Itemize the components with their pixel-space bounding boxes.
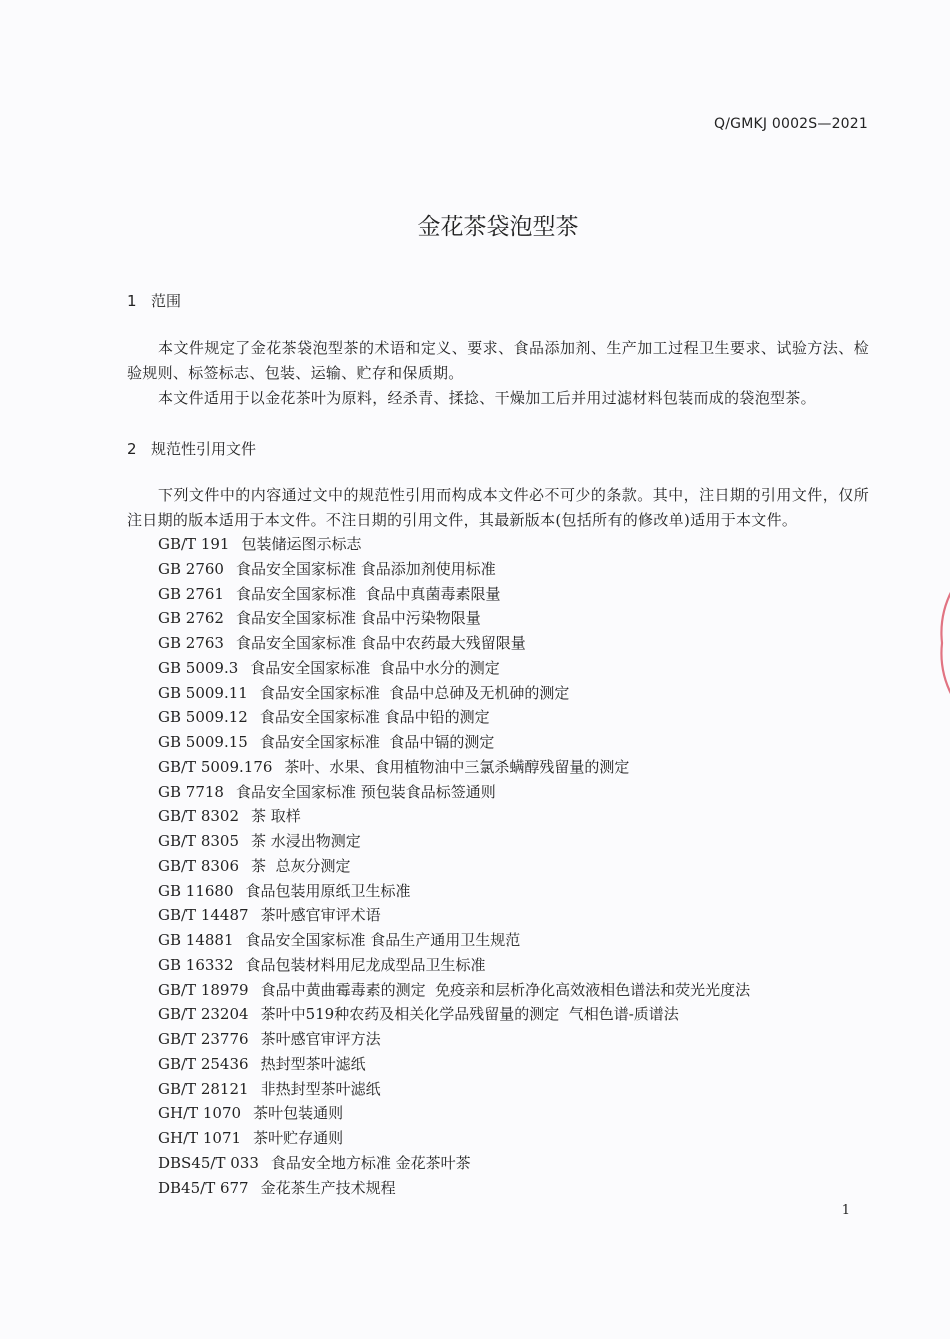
reference-title: 茶叶贮存通则: [253, 1129, 344, 1147]
reference-title: 食品包装用原纸卫生标准: [245, 881, 411, 900]
reference-item: [158, 953, 750, 978]
reference-item: [158, 903, 750, 928]
reference-item: [158, 978, 750, 1003]
reference-title: 茶叶包装通则: [253, 1104, 344, 1123]
reference-item: [158, 804, 750, 829]
reference-title: 茶 总灰分测定: [251, 856, 351, 875]
reference-code: GB 5009.11: [158, 683, 248, 702]
section-title: 范围: [151, 292, 182, 310]
document-code: Q/GMKJ 0002S—2021: [714, 116, 868, 132]
reference-item: [158, 755, 750, 780]
reference-title: 食品安全国家标准 食品中镉的测定: [259, 733, 495, 751]
reference-item: [158, 1126, 750, 1151]
section-heading-references: [127, 438, 256, 459]
reference-list: [158, 532, 750, 1200]
reference-item: [158, 854, 750, 879]
reference-title: 茶 取样: [251, 807, 301, 826]
reference-item: [158, 879, 750, 904]
reference-title: 食品包装材料用尼龙成型品卫生标准: [245, 955, 486, 974]
reference-title: 食品安全国家标准 预包装食品标签通则: [235, 782, 496, 801]
section-title: 规范性引用文件: [151, 440, 257, 458]
reference-code: GB 16332: [158, 955, 234, 974]
reference-code: DB45/T 677: [158, 1178, 249, 1197]
reference-title: 食品中黄曲霉毒素的测定 免疫亲和层析净化高效液相色谱法和荧光光度法: [260, 980, 751, 999]
scope-paragraph-1: 本文件规定了金花茶袋泡型茶的术语和定义、要求、食品添加剂、生产加工过程卫生要求、试验方法、检验规则、标签标志、包装、运输、贮存和保质期。: [127, 339, 869, 382]
reference-code: GB/T 23776: [158, 1030, 249, 1048]
reference-item: [158, 631, 750, 656]
reference-code: GB/T 8306: [158, 856, 240, 875]
reference-code: GB 5009.12: [158, 708, 248, 727]
reference-code: GB 2760: [158, 559, 224, 578]
reference-code: GB/T 28121: [158, 1079, 249, 1098]
document-title: 金花茶袋泡型茶: [417, 214, 579, 240]
reference-item: [158, 557, 750, 582]
red-seal-stamp-fragment: [912, 548, 950, 738]
reference-code: GB/T 191: [158, 535, 230, 553]
reference-item: [158, 780, 750, 805]
reference-item: [158, 1101, 750, 1126]
reference-title: 茶 水浸出物测定: [251, 832, 361, 850]
reference-code: GB 2763: [158, 634, 224, 652]
reference-code: GB 14881: [158, 931, 234, 949]
reference-item: [158, 1151, 750, 1176]
reference-title: 茶叶中519种农药及相关化学品残留量的测定 气相色谱-质谱法: [260, 1005, 679, 1024]
reference-title: 非热封型茶叶滤纸: [260, 1079, 381, 1098]
reference-code: GB/T 8305: [158, 832, 240, 850]
reference-item: [158, 1002, 750, 1027]
reference-item: [158, 532, 750, 557]
reference-item: [158, 705, 750, 730]
reference-item: [158, 1027, 750, 1052]
reference-code: GB 5009.3: [158, 658, 239, 677]
reference-item: [158, 656, 750, 681]
reference-item: [158, 1077, 750, 1102]
reference-title: 热封型茶叶滤纸: [260, 1054, 366, 1073]
references-intro-paragraph: 下列文件中的内容通过文中的规范性引用而构成本文件必不可少的条款。其中，注日期的引用文件，仅所注日期的版本适用于本文件。不注日期的引用文件，其最新版本(包括所有的修改单)适用于本文件。: [127, 486, 869, 529]
section-number: 1: [127, 292, 137, 310]
reference-code: GB 5009.15: [158, 733, 248, 751]
reference-title: 茶叶感官审评术语: [260, 906, 381, 925]
reference-title: 食品安全国家标准 食品中污染物限量: [235, 609, 481, 628]
reference-code: GB/T 23204: [158, 1005, 249, 1024]
reference-title: 食品安全国家标准 食品中水分的测定: [250, 658, 500, 677]
reference-code: GB 2761: [158, 584, 224, 603]
reference-title: 包装储运图示标志: [241, 535, 362, 553]
reference-code: GB/T 8302: [158, 807, 240, 826]
reference-code: GB/T 25436: [158, 1054, 249, 1073]
reference-title: 食品安全地方标准 金花茶叶茶: [270, 1153, 471, 1172]
reference-item: [158, 829, 750, 854]
reference-title: 茶叶感官审评方法: [260, 1030, 381, 1048]
reference-item: [158, 681, 750, 706]
reference-item: [158, 730, 750, 755]
scope-paragraph-2: 本文件适用于以金花茶叶为原料，经杀青、揉捻、干燥加工后并用过滤材料包装而成的袋泡型茶。: [158, 389, 816, 407]
section-heading-scope: [127, 290, 181, 311]
reference-code: GB 11680: [158, 881, 234, 900]
reference-code: GH/T 1071: [158, 1129, 242, 1147]
reference-item: [158, 606, 750, 631]
section-number: 2: [127, 440, 137, 458]
reference-code: GB 2762: [158, 609, 224, 628]
reference-code: GB 7718: [158, 782, 224, 801]
reference-title: 食品安全国家标准 食品中总砷及无机砷的测定: [259, 683, 570, 702]
reference-code: GH/T 1070: [158, 1104, 242, 1123]
reference-item: [158, 928, 750, 953]
reference-title: 茶叶、水果、食用植物油中三氯杀螨醇残留量的测定: [284, 757, 630, 776]
reference-title: 食品安全国家标准 食品中真菌毒素限量: [235, 584, 501, 603]
reference-item: [158, 1176, 750, 1201]
reference-title: 食品安全国家标准 食品添加剂使用标准: [235, 559, 496, 578]
reference-title: 食品安全国家标准 食品中铅的测定: [259, 708, 490, 727]
reference-title: 金花茶生产技术规程: [260, 1178, 396, 1197]
reference-item: [158, 582, 750, 607]
reference-code: GB/T 5009.176: [158, 757, 273, 776]
reference-title: 食品安全国家标准 食品中农药最大残留限量: [235, 634, 526, 652]
reference-item: [158, 1052, 750, 1077]
reference-code: GB/T 18979: [158, 980, 249, 999]
reference-code: DBS45/T 033: [158, 1153, 259, 1172]
reference-code: GB/T 14487: [158, 906, 249, 925]
page-number: 1: [841, 1203, 850, 1218]
reference-title: 食品安全国家标准 食品生产通用卫生规范: [245, 931, 521, 949]
